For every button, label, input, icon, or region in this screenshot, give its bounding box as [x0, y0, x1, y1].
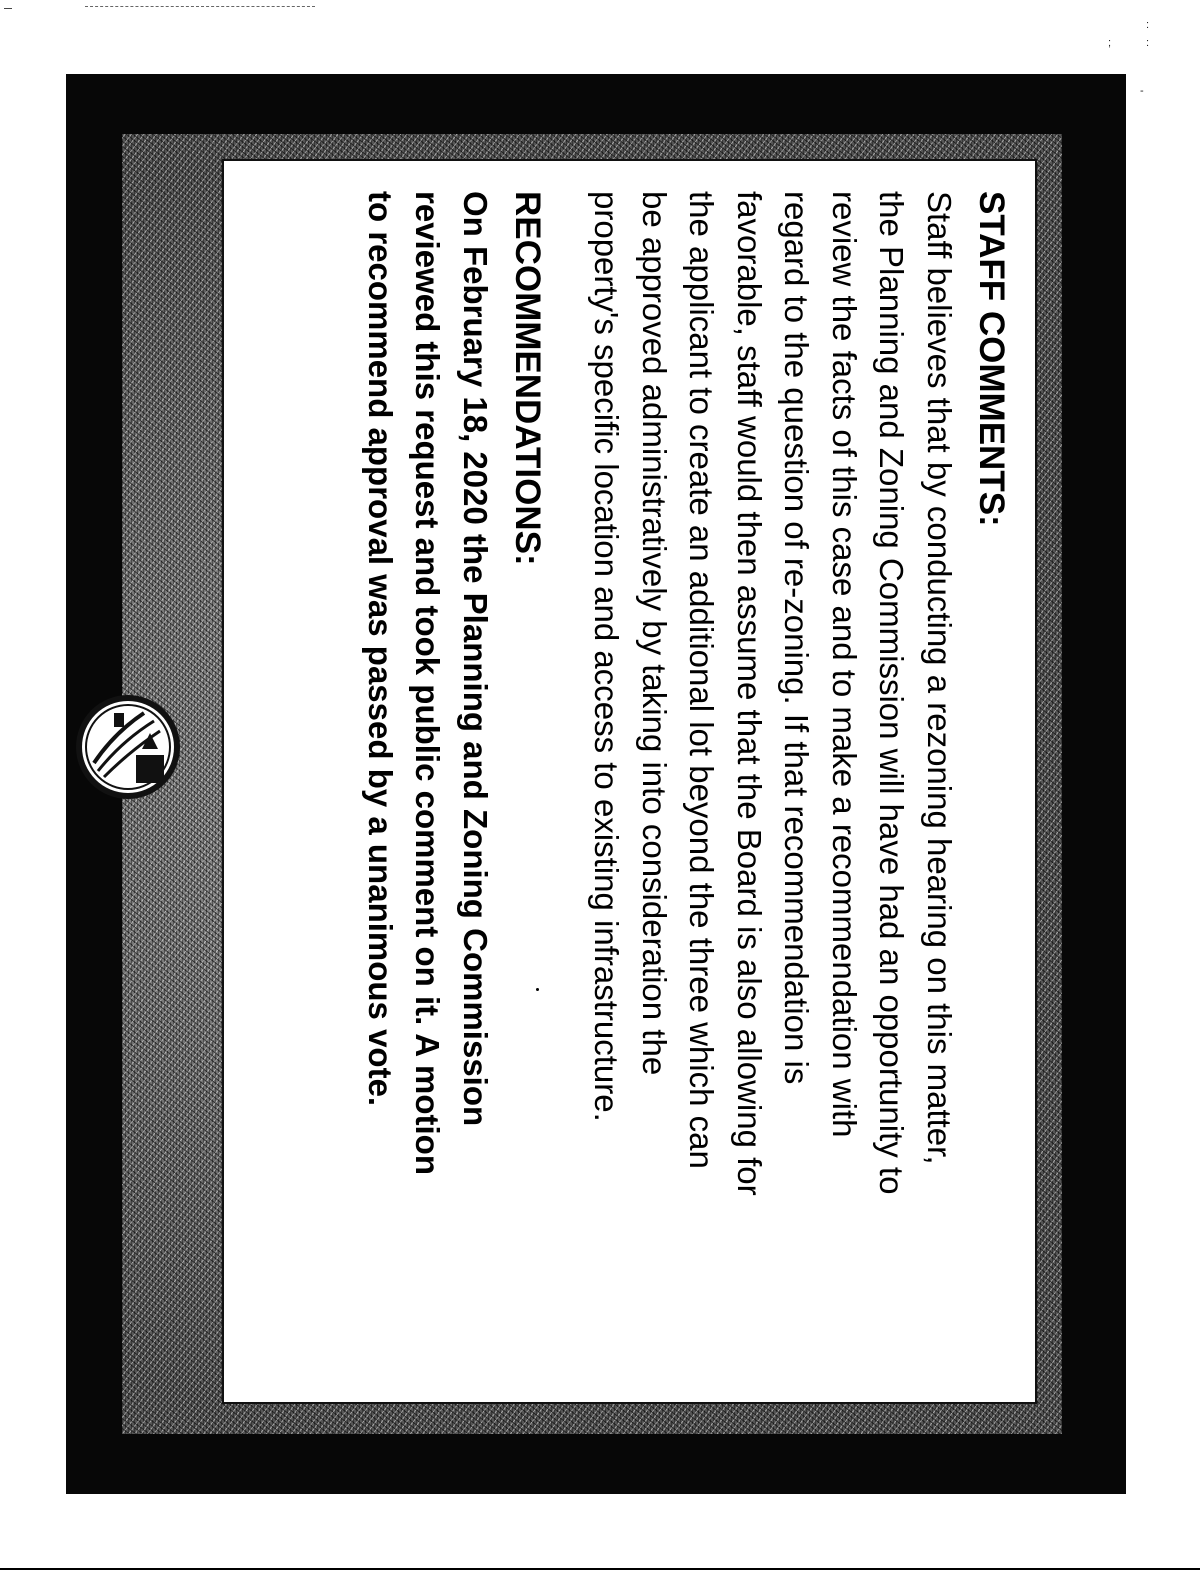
paragraph-line: review the facts of this case and to make a recommendation with: [826, 191, 863, 1138]
paragraph-line: regard to the question of re-zoning. If that recommendation is: [778, 191, 816, 1085]
scan-artifact: [536, 988, 539, 991]
margin-mark: :: [1146, 19, 1150, 31]
paragraph-line: On February 18, 2020 the Planning and Zoning Commission: [457, 191, 494, 1127]
paragraph-line: be approved administratively by taking into consideration the: [636, 191, 673, 1076]
paragraph-line: reviewed this request and took public comment on it. A motion: [409, 191, 447, 1175]
staff-comments-heading: STAFF COMMENTS:: [972, 191, 1011, 527]
scan-artifact: [85, 6, 315, 7]
margin-mark: -: [1140, 85, 1144, 97]
slide-content: [224, 161, 1037, 1404]
paragraph-line: favorable, staff would then assume that the Board is also allowing for: [731, 191, 768, 1196]
paragraph-line: Staff believes that by conducting a rezoning hearing on this matter,: [921, 191, 958, 1165]
county-seal-icon: [74, 693, 182, 801]
paragraph-line: the applicant to create an additional lot beyond the three which can: [683, 191, 721, 1169]
margin-mark: :: [1146, 37, 1150, 49]
recommendations-heading: RECOMMENDATIONS:: [508, 191, 547, 566]
paragraph-line: to recommend approval was passed by a unanimous vote.: [362, 191, 399, 1107]
slide-text-panel: [222, 159, 1037, 1404]
slide-textured-border: [122, 134, 1062, 1434]
margin-mark: ;: [1108, 37, 1112, 49]
recommendations-paragraph: [357, 191, 500, 1376]
staff-comments-paragraph: [583, 191, 963, 1376]
paragraph-line: the Planning and Zoning Commission will have had an opportunity to: [873, 191, 911, 1195]
paragraph-line: property's specific location and access to existing infrastructure.: [588, 191, 626, 1122]
presentation-slide: [66, 74, 1126, 1494]
scan-artifact: [4, 8, 12, 9]
page-bottom-rule: [0, 1568, 1200, 1570]
